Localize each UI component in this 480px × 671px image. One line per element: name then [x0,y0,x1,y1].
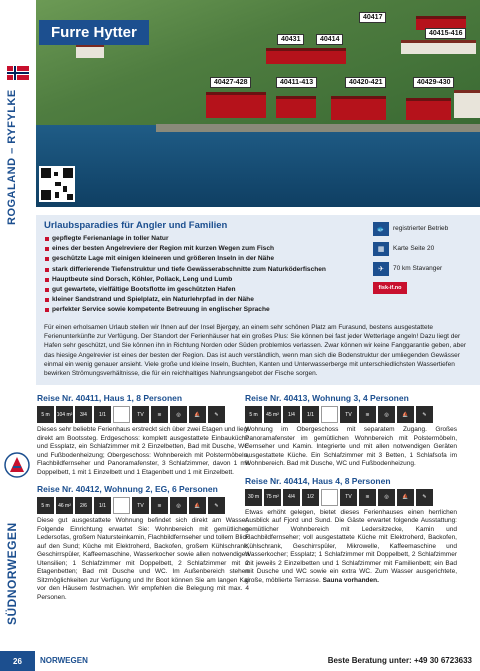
map-icon: ▦ [373,242,389,256]
footer-country: NORWEGEN [40,656,88,665]
language-flag-icon [113,497,130,514]
house-tag: 40420-421 [345,77,386,88]
footer [0,651,480,671]
bedroom-icon: 3/4 [75,406,92,423]
tv-icon: TV [340,489,357,506]
sauna-note: Sauna vorhanden. [322,576,379,584]
list-item: stark differierende Tiefenstruktur und tiefe Gewässerabschnitte zum Naturköderfischen [44,265,354,275]
area-icon: 104 m² [56,406,73,423]
info-title: Urlaubsparadies für Angler und Familien [44,220,228,231]
distance-icon: 30 m [245,489,262,506]
boat-icon: ⛵ [397,489,414,506]
boat-icon: ⛵ [397,406,414,423]
language-flag-icon [321,406,338,423]
house-tag: 40411-413 [276,77,317,88]
amenity-icons [245,489,457,506]
country-label: SÜDNORWEGEN [5,522,19,625]
bedroom-icon: 1/4 [283,406,300,423]
area-icon: 75 m² [264,489,281,506]
heating-icon: ≋ [359,489,376,506]
fish-icon: 🐟 [373,222,389,236]
plane-icon: ✈ [373,262,389,276]
list-item: gepflegte Ferienanlage in toller Natur [44,234,354,244]
registered-label: registrierter Betrieb [393,225,449,232]
sidebar [0,0,35,671]
side-info [373,222,473,300]
area-icon: 45 m² [264,406,281,423]
property-description: Wohnung im Obergeschoss mit separatem Zugang. Großes Panoramafenster im gemütlichen Wohnbereich mit Polstermöbeln, Fernseher und Kamin. Integrierte und mit allen notwendigen Geräten ausgestattete Küche. Ein Schlafzimmer mit 3 Betten, 1 Schlafsofa im Wohnbereich. Bad mit Dusche, WC und Fußbodenheizung. [245,426,457,467]
right-column [245,393,457,592]
washer-icon: ◎ [378,406,395,423]
bathroom-icon: 1/1 [302,406,319,423]
washer-icon: ◎ [170,406,187,423]
amenity-icons [37,406,249,423]
bathroom-icon: 1/1 [94,497,111,514]
list-item: perfekter Service sowie kompetente Betreuung in englischer Sprache [44,305,354,315]
washer-icon: ◎ [170,497,187,514]
property-title: Reise Nr. 40412, Wohnung 2, EG, 6 Personen [37,484,218,494]
qr-code-icon[interactable] [39,166,75,202]
boat-icon: ⛵ [189,406,206,423]
norway-flag-icon [7,66,29,80]
area-icon: 46 m² [56,497,73,514]
washer-icon: ◎ [378,489,395,506]
page-title: Furre Hytter [39,20,149,45]
tv-icon: TV [340,406,357,423]
bathroom-icon: 1/2 [302,489,319,506]
list-item: gut gewartete, vielfältige Bootsflotte im geschützten Hafen [44,285,354,295]
property-title: Reise Nr. 40413, Wohnung 3, 4 Personen [245,393,409,403]
property-description: Etwas erhöht gelegen, bietet dieses Ferienhauses einen herrlichen Ausblick auf Fjord und Sund. Die Gäste erwartet folgende Ausstattung: gemütlicher Wohnbereich mit Ledersitzecke, Kamin und Flachbildfernseher; voll ausgestattete Küche mit Elektroherd, Backofen, Kühlschrank, Geschirrspüler, Mikrowelle, Kaffeemaschine und Wasserkocher; Essplatz; 1 Schlafzimmer mit Doppelbett, 2 Schlafzimmer mit jeweils 2 Einzelbetten und 1 Schlafzimmer mit Familienbett; ein Bad mit Dusche und WC sowie ein extra WC. Zum Wasser ausgerichtete, große, möblierte Terrasse. Sauna vorhanden. [245,508,457,584]
distance-icon: 5 m [37,406,54,423]
left-column [37,393,249,609]
bathroom-icon: 1/1 [94,406,111,423]
feature-list [44,234,354,316]
heating-icon: ≋ [359,406,376,423]
property-description: Dieses sehr beliebte Ferienhaus erstreckt sich über zwei Etagen und liegt direkt am Bootssteg. Erdgeschoss: komplett ausgestattete Einbauküche und Essplatz, ein Schlafzimmer mit 2 Einzelbetten, Bad mit Dusche, WC und Fußbodenheizung; Obergeschoss: Wohnbereich mit Polstermöbeln, Flachbildfernseher und Panoramafenster, 3 Schlafzimmer, davon 1 mit Doppelbett, 1 mit 1 Einzelbett und 1 Etagenbett und 1 mit Einzelbett. [37,426,249,476]
footer-contact: Beste Beratung unter: +49 30 6723633 [327,656,472,665]
tv-icon: TV [132,406,149,423]
fishing-icon: ✎ [416,489,433,506]
house-tag: 40417 [359,12,386,23]
distance-icon: 5 m [37,497,54,514]
region-label: ROGALAND – RYFYLKE [6,89,18,225]
distance-icon: 5 m [245,406,262,423]
heating-icon: ≋ [151,406,168,423]
list-item: kleiner Sandstrand und Spielplatz, ein Naturlehrpfad in der Nähe [44,295,354,305]
house-tag: 40429-430 [413,77,454,88]
house-tag: 40415-416 [425,28,466,39]
intro-text: Für einen erholsamen Urlaub stellen wir Ihnen auf der Insel Bjergøy, an einem sehr schönen Platz am Furasund, bestens ausgestattete Ferienunterkünfte zur Verfügung. Der Standort der Ferienhäuser hat ein großes Plus: Sie können bei fast jeder Wetterlage angeln! Dazu liegt der Hafen sehr geschützt, und Sie können ihn in Richtung Norden oder Süden problemlos verlassen. Zwar können wir keine Fanggarantie geben, aber das hiesige Angelrevier ist eines der besten der Region. Das ist auch verständlich, wenn man sich die Bodenstruktur der umliegenden Gewässer einmal ein wenig genauer ansieht. Viele große und kleine Inseln, Buchten, Kanten und Unterwasserberge mit unterschiedlichsten Wassertiefen bewirken Strömungsverhältnisse, die für ein reichhaltiges Nahrungsangebot der Fische sorgen. [44,324,467,378]
boat-icon: ⛵ [189,497,206,514]
bedroom-icon: 4/4 [283,489,300,506]
property-title: Reise Nr. 40411, Haus 1, 8 Personen [37,393,183,403]
heating-icon: ≋ [151,497,168,514]
fisk-badge: fisk-if.no [373,282,407,294]
fishing-icon: ✎ [208,497,225,514]
bedroom-icon: 2/6 [75,497,92,514]
house-tag: 40414 [316,34,343,45]
fishing-icon: ✎ [416,406,433,423]
house-tag: 40427-428 [210,77,251,88]
language-flag-icon [113,406,130,423]
distance-label: 70 km Stavanger [393,265,443,272]
property-title: Reise Nr. 40414, Haus 4, 8 Personen [245,475,391,486]
map-label: Karte Seite 20 [393,245,435,252]
house-tag: 40431 [277,34,304,45]
fishing-icon: ✎ [208,406,225,423]
language-flag-icon [321,489,338,506]
page-number: 26 [0,651,35,671]
tv-icon: TV [132,497,149,514]
amenity-icons [245,406,457,423]
property-description: Diese gut ausgestattete Wohnung befindet sich direkt am Wasser. Folgende Einrichtung erwartet Sie: Wohnbereich mit gemütlichen Ledersofas, großem Natursteinkamin, Flachbildfernseher und tollem Blick auf den Sund; Küche mit Elektroherd, Backofen, großem Kühlschrank, Geschirrspüler, Kaffeemaschine, Wasserkocher sowie allen notwendigen Utensilien; 1 Schlafzimmer mit Doppelbett, 2 Schlafzimmer mit 2 Etagenbetten; Bad mit Dusche und WC. Im Außenbereich stehen Sitzmöglichkeiten zur Verfügung und Ihr Boot können Sie am langen Kai vor den Häusern festmachen. Wir empfehlen die Belegung mit max. 4 Personen. [37,517,249,601]
anglerreisen-logo-icon [4,452,30,478]
list-item: eines der besten Angelreviere der Region mit kurzen Wegen zum Fisch [44,244,354,254]
list-item: Hauptbeute sind Dorsch, Köhler, Pollack, Leng und Lumb [44,275,354,285]
list-item: geschützte Lage mit einigen kleineren und größeren Inseln in der Nähe [44,254,354,264]
amenity-icons [37,497,249,514]
